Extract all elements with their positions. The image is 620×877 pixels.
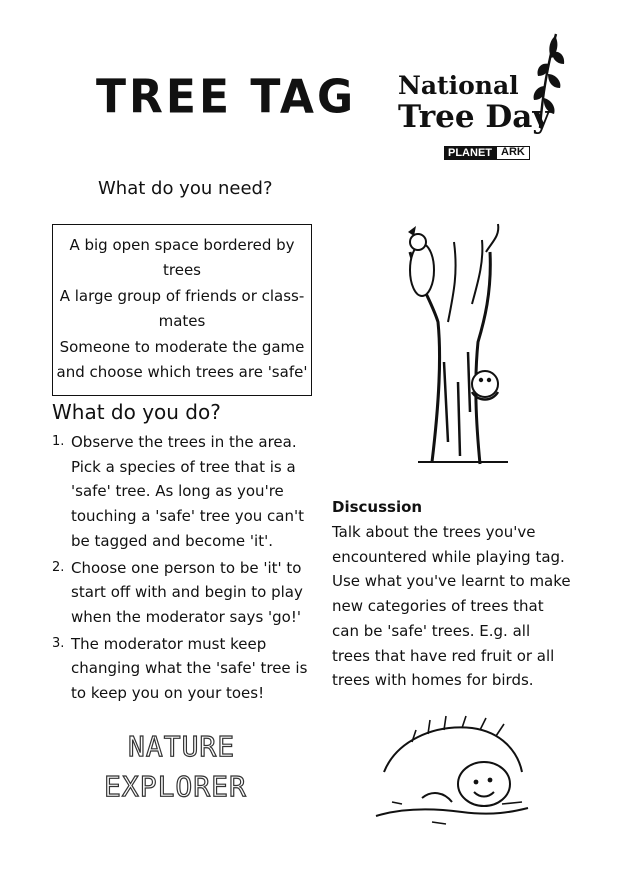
discussion-text: Talk about the trees you've encountered while playing tag. Use what you've learnt to make new categories of trees that can be 'safe' trees. E.g. all trees that have red fruit or all trees with homes for birds.	[332, 523, 571, 690]
nature-explorer-badge	[100, 726, 250, 822]
logo-line-national: National	[398, 71, 519, 100]
badge-line-explorer: EXPLORER	[104, 770, 247, 803]
wombat-illustration	[372, 712, 532, 836]
step-item	[52, 632, 314, 706]
planet-label: PLANET	[444, 146, 496, 160]
badge-line-nature: NATURE	[128, 730, 236, 763]
step-number: 2.	[52, 559, 65, 575]
step-text: Choose one person to be 'it' to start off with and begin to play when the moderator says 'go!'	[71, 558, 303, 626]
tree-trunk-illustration	[388, 212, 520, 468]
ark-label: ARK	[496, 146, 530, 160]
step-item	[52, 556, 314, 630]
need-item: Someone to moderate the game and choose which trees are 'safe'	[56, 337, 308, 382]
need-heading: What do you need?	[98, 178, 273, 199]
need-item: A big open space bordered by trees	[69, 236, 295, 280]
step-text: The moderator must keep changing what the 'safe' tree is to keep you on your toes!	[71, 634, 308, 703]
step-number: 3.	[52, 635, 65, 651]
steps-list	[52, 430, 314, 708]
step-text: Observe the trees in the area. Pick a species of tree that is a 'safe' tree. As long as you're touching a 'safe' tree you can't be tagged and become 'it'.	[71, 433, 304, 550]
do-heading: What do you do?	[52, 400, 221, 424]
national-tree-day-logo	[398, 30, 588, 170]
step-item	[52, 430, 314, 554]
need-box	[52, 224, 312, 396]
page-title: TREE TAG	[96, 70, 357, 125]
planet-ark-badge	[444, 146, 530, 160]
logo-line-tree-day: Tree Day	[398, 99, 551, 135]
need-item: A large group of friends or class-mates	[59, 286, 305, 331]
step-number: 1.	[52, 434, 65, 449]
discussion-heading: Discussion	[332, 498, 423, 516]
